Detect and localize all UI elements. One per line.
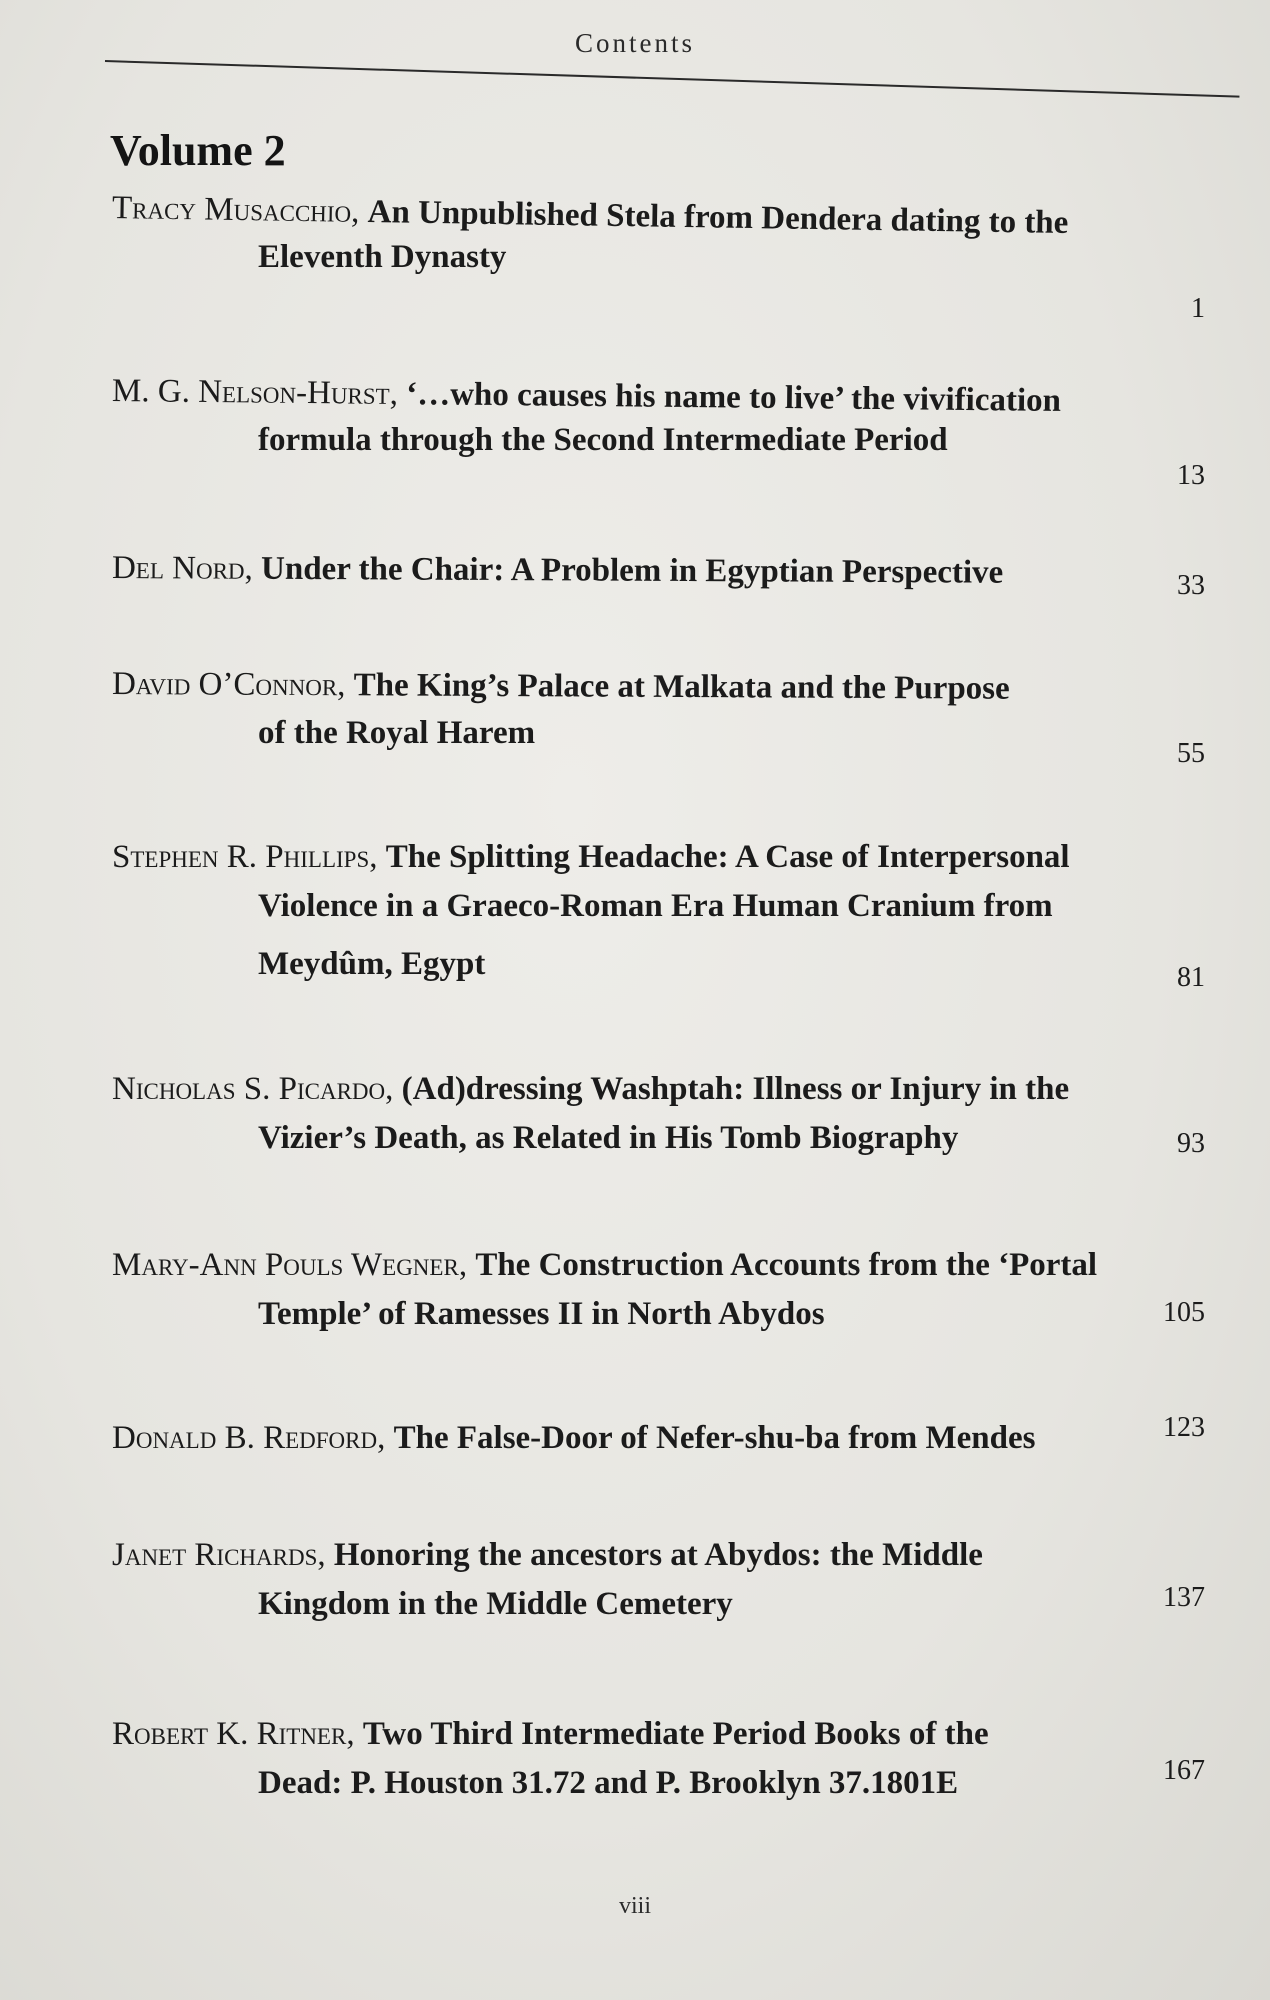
entry-author: David O’Connor: [111, 666, 338, 704]
entry-title-line-2: Vizier’s Death, as Related in His Tomb Biography: [258, 1120, 959, 1156]
header-rule: [105, 60, 1240, 98]
entry-title-line-1: The Construction Accounts from the ‘Portal: [475, 1247, 1098, 1283]
entry-title-line-2: Temple’ of Ramesses II in North Abydos: [258, 1296, 825, 1332]
toc-entry: M. G. Nelson-Hurst, ‘…who causes his name to live’ the vivification formula through the Second Intermediate Period: [112, 371, 1212, 469]
entry-page-number: 123: [1163, 1412, 1205, 1443]
entry-author: Del Nord: [111, 550, 245, 587]
toc-entry: Robert K. Ritner, Two Third Intermediate Period Books of the Dead: P. Houston 31.72 and P. Brooklyn 37.1801E: [112, 1714, 1212, 1812]
entry-title-line-2: Violence in a Graeco-Roman Era Human Cranium from: [258, 888, 1053, 924]
entry-page-number: 1: [1191, 293, 1205, 324]
entry-title-line-2: of the Royal Harem: [258, 715, 536, 751]
entry-title-line-2: Kingdom in the Middle Cemetery: [258, 1586, 733, 1622]
toc-entry: Nicholas S. Picardo, (Ad)dressing Washptah: Illness or Injury in the Vizier’s Death, as Related in His Tomb Biography: [112, 1069, 1212, 1167]
entry-page-number: 93: [1177, 1128, 1205, 1159]
entry-author: Stephen R. Phillips: [112, 839, 370, 875]
entry-page-number: 33: [1177, 570, 1205, 601]
entry-title-line-1: The False-Door of Nefer-shu-ba from Mendes: [393, 1420, 1036, 1456]
entry-title-line-2: Dead: P. Houston 31.72 and P. Brooklyn 37.1801E: [258, 1765, 959, 1801]
entry-page-number: 13: [1177, 460, 1205, 491]
toc-entry: Stephen R. Phillips, The Splitting Headache: A Case of Interpersonal Violence in a Graeco-Roman Era Human Cranium from Meydûm, Egypt: [112, 837, 1212, 993]
entry-page-number: 55: [1177, 738, 1205, 769]
entry-title-line-1: ‘…who causes his name to live’ the vivification: [406, 376, 1062, 419]
entry-author: Janet Richards: [112, 1537, 318, 1573]
entry-title-line-1: (Ad)dressing Washptah: Illness or Injury in the: [401, 1071, 1070, 1107]
entry-title-line-1: An Unpublished Stela from Dendera dating to the: [367, 194, 1069, 242]
entry-page-number: 137: [1163, 1582, 1205, 1613]
entry-title-line-1: Honoring the ancestors at Abydos: the Middle: [333, 1537, 983, 1573]
page-folio: viii: [618, 1893, 651, 1919]
toc-entry: David O’Connor, The King’s Palace at Malkata and the Purpose of the Royal Harem: [112, 664, 1212, 762]
toc-entry: Mary-Ann Pouls Wegner, The Construction Accounts from the ‘Portal Temple’ of Ramesses II in North Abydos: [112, 1245, 1212, 1343]
entry-author: Tracy Musacchio: [111, 190, 352, 230]
entry-title-line-2: Eleventh Dynasty: [258, 239, 507, 275]
entry-title-line-1: The King’s Palace at Malkata and the Purpose: [353, 667, 1010, 707]
entry-author: Mary-Ann Pouls Wegner: [112, 1247, 459, 1283]
toc-entry: Del Nord, Under the Chair: A Problem in Egyptian Perspective: [111, 550, 1004, 591]
entry-author: Donald B. Redford: [112, 1420, 378, 1456]
entry-title-line-1: Under the Chair: A Problem in Egyptian Perspective: [260, 550, 1004, 591]
toc-entry: Tracy Musacchio, An Unpublished Stela from Dendera dating to the Eleventh Dynasty: [112, 188, 1212, 286]
toc-entry: Donald B. Redford, The False-Door of Nefer-shu-ba from Mendes: [112, 1420, 1036, 1456]
toc-entry: Janet Richards, Honoring the ancestors at Abydos: the Middle Kingdom in the Middle Cemetery: [112, 1535, 1212, 1633]
entry-title-line-2: formula through the Second Intermediate Period: [258, 422, 948, 458]
entry-author: Nicholas S. Picardo: [112, 1071, 386, 1107]
entry-page-number: 167: [1163, 1755, 1205, 1786]
volume-title: Volume 2: [110, 126, 286, 175]
entry-author: M. G. Nelson-Hurst: [111, 373, 390, 412]
entry-author: Robert K. Ritner: [112, 1716, 347, 1752]
running-head: Contents: [574, 28, 695, 58]
entry-page-number: 105: [1163, 1297, 1205, 1328]
entry-title-line-1: Two Third Intermediate Period Books of the: [362, 1716, 989, 1752]
entry-title-line-1: The Splitting Headache: A Case of Interpersonal: [385, 839, 1070, 875]
entry-title-line-3: Meydûm, Egypt: [258, 946, 486, 982]
entry-page-number: 81: [1177, 962, 1205, 993]
